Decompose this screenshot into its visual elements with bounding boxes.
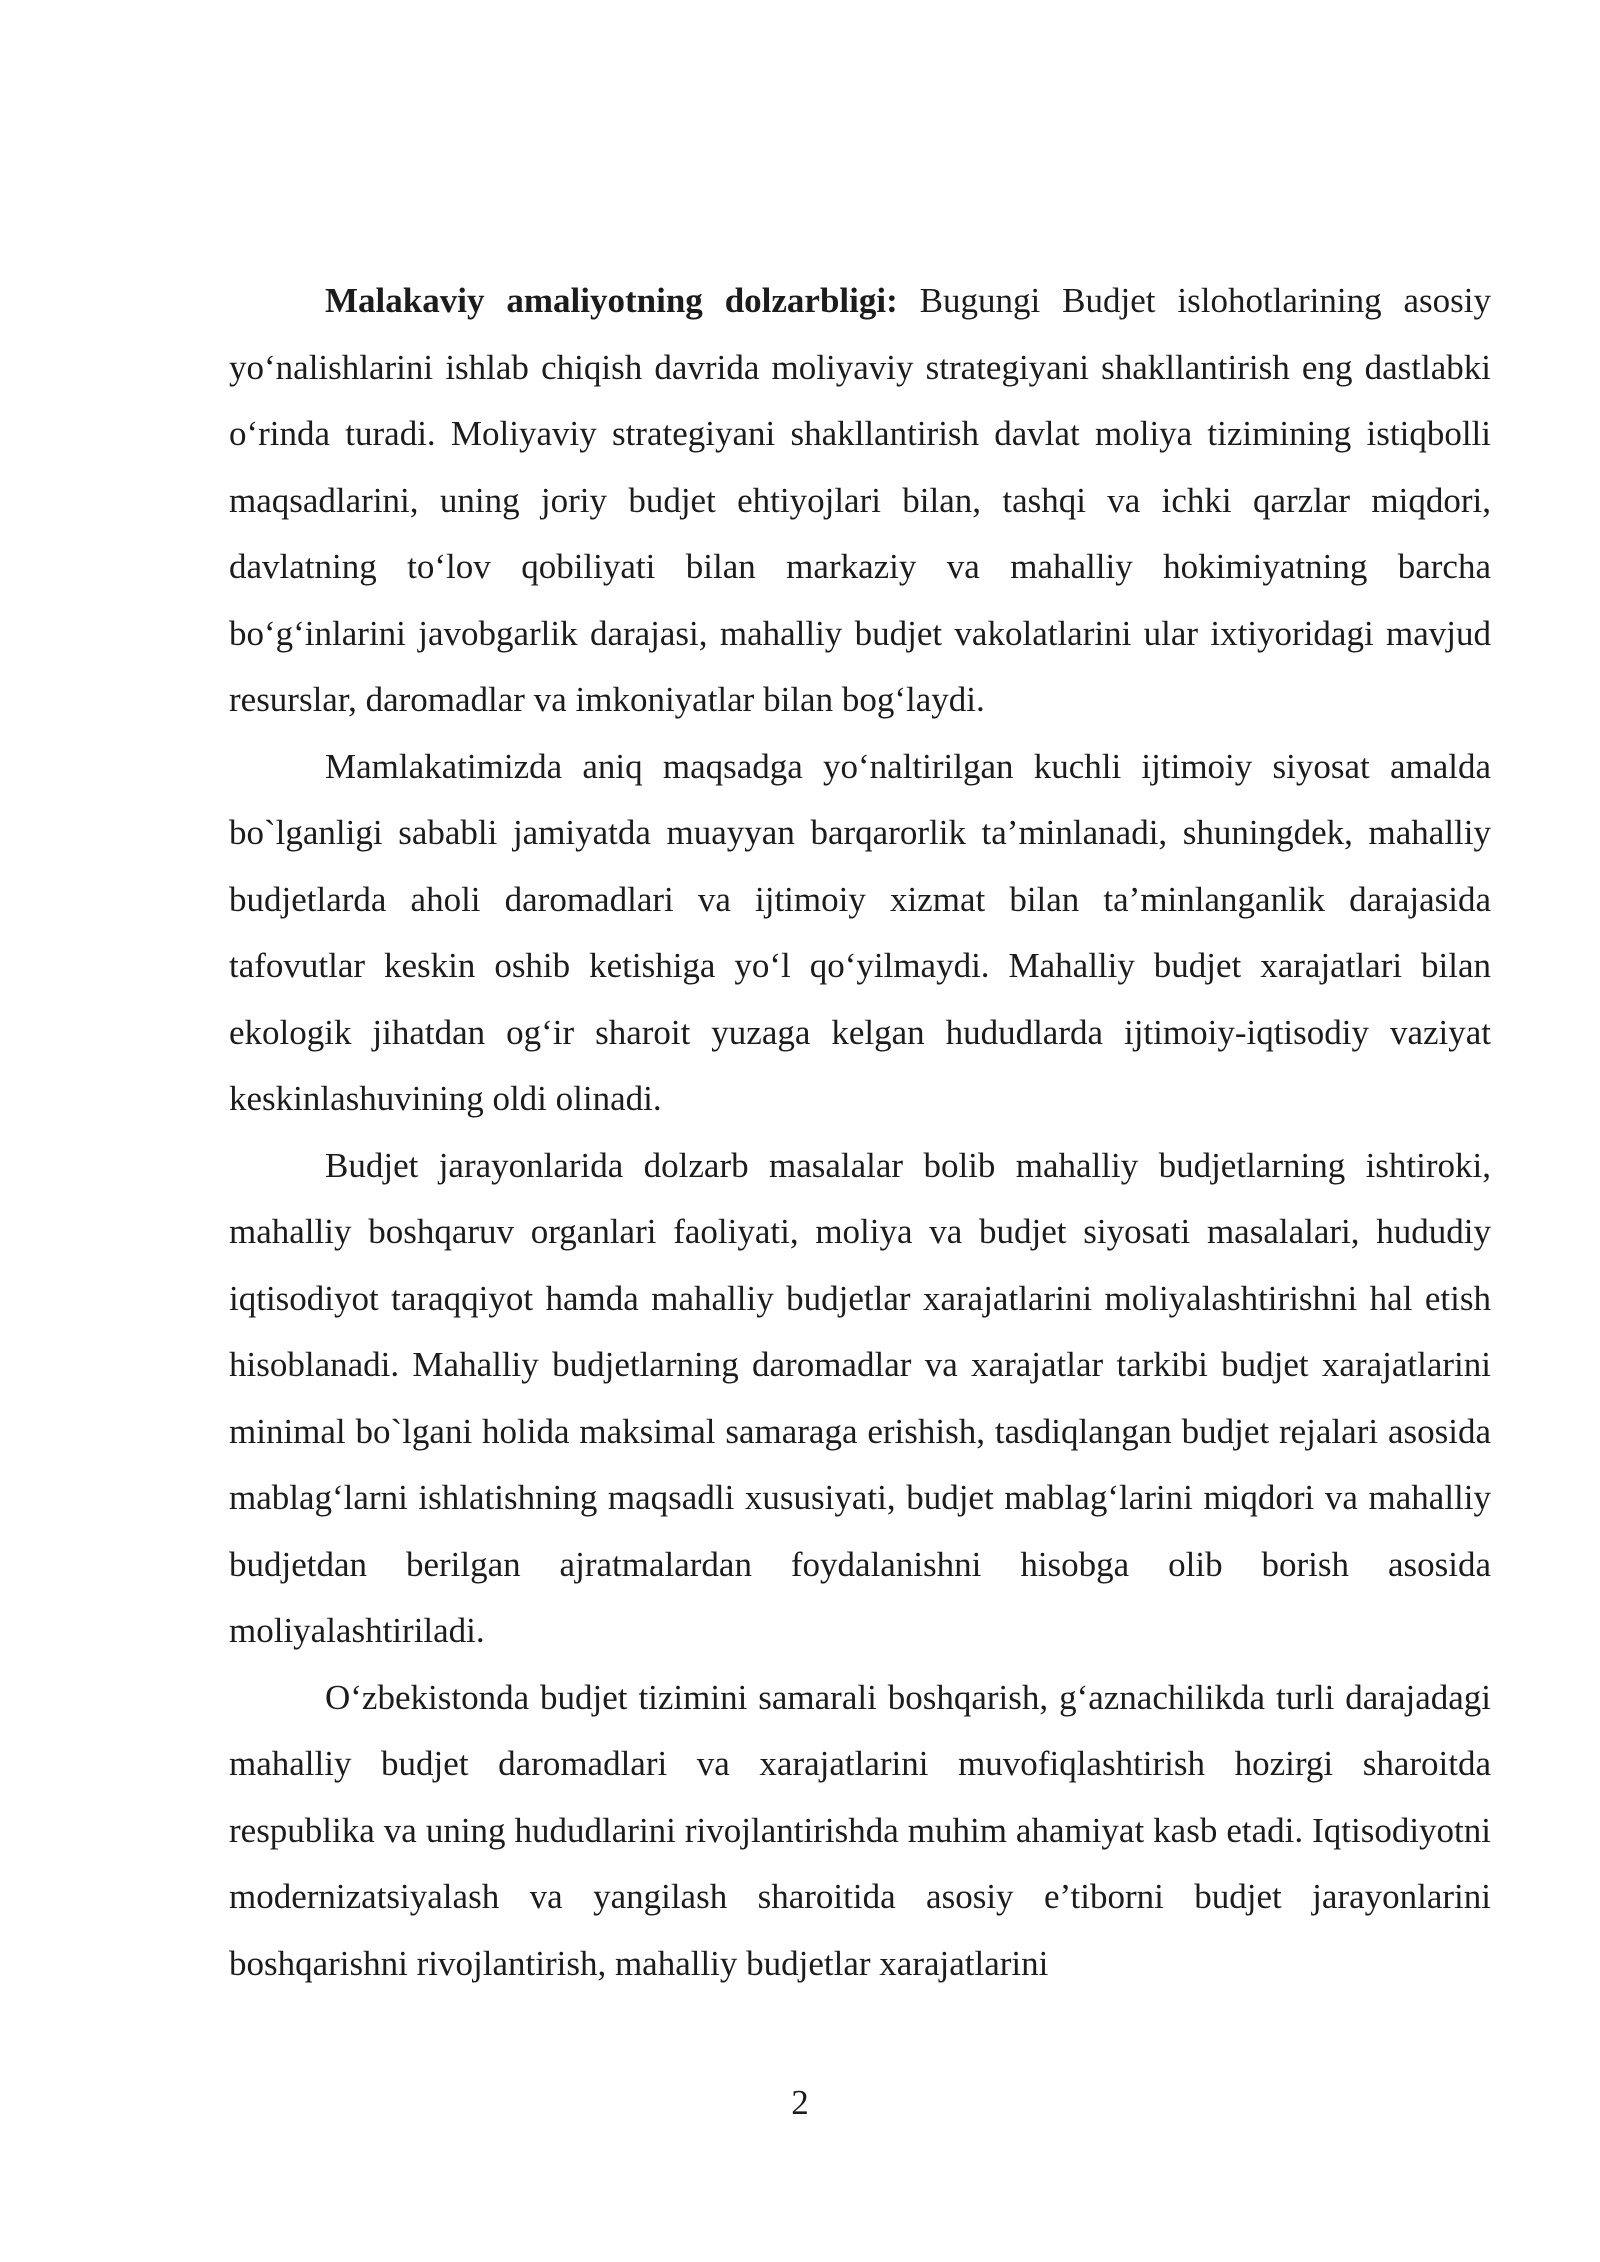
paragraph-social-policy: Mamlakatimizda aniq maqsadga yo‘naltirilgan kuchli ijtimoiy siyosat amalda bo`lganligi sababli jamiyatda muayyan barqarorlik ta’minlanadi, shuningdek, mahalliy budjetlarda aholi daromadlari va ijtimoiy xizmat bilan ta’minlanganlik darajasida tafovutlar keskin oshib ketishiga yo‘l qo‘yilmaydi. Mahalliy budjet xarajatlari bilan ekologik jihatdan og‘ir sharoit yuzaga kelgan hududlarda ijtimoiy-iqtisodiy vaziyat keskinlashuvining oldi olinadi.: [229, 746, 1491, 1118]
paragraph-text: Bugungi Budjet islohotlarining asosiy yo‘nalishlarini ishlab chiqish davrida moliyaviy strategiyani shakllantirish eng dastlabki o‘rinda turadi. Moliyaviy strategiyani shakllantirish davlat moliya tizimining istiqbolli maqsadlarini, uning joriy budjet ehtiyojlari bilan, tashqi va ichki qarzlar miqdori, davlatning to‘lov qobiliyati bilan markaziy va mahalliy hokimiyatning barcha bo‘g‘inlarini javobgarlik darajasi, mahalliy budjet vakolatlarini ular ixtiyoridagi mavjud resurslar, daromadlar va imkoniyatlar bilan bog‘laydi.: [229, 281, 1491, 719]
paragraph-lead-heading: Malakaviy amaliyotning dolzarbligi:: [325, 281, 898, 320]
document-body: [229, 268, 1491, 1997]
paragraph-budget-process: Budjet jarayonlarida dolzarb masalalar bolib mahalliy budjetlarning ishtiroki, mahalliy boshqaruv organlari faoliyati, moliya va budjet siyosati masalalari, hududiy iqtisodiyot taraqqiyot hamda mahalliy budjetlar xarajatlarini moliyalashtirishni hal etish hisoblanadi. Mahalliy budjetlarning daromadlar va xarajatlar tarkibi budjet xarajatlarini minimal bo`lgani holida maksimal samaraga erishish, tasdiqlangan budjet rejalari asosida mablag‘larni ishlatishning maqsadli xususiyati, budjet mablag‘larini miqdori va mahalliy budjetdan berilgan ajratmalardan foydalanishni hisobga olib borish asosida moliyalashtiriladi.: [229, 1145, 1491, 1650]
paragraph-relevance: [229, 268, 1491, 734]
paragraph-budget-management: O‘zbekistonda budjet tizimini samarali boshqarish, g‘aznachilikda turli darajadagi mahalliy budjet daromadlari va xarajatlarini muvofiqlashtirish hozirgi sharoitda respublika va uning hududlarini rivojlantirishda muhim ahamiyat kasb etadi. Iqtisodiyotni modernizatsiyalash va yangilash sharoitida asosiy e’tiborni budjet jarayonlarini boshqarishni rivojlantirish, mahalliy budjetlar xarajatlarini: [229, 1677, 1491, 1983]
page-number: 2: [791, 2083, 809, 2122]
